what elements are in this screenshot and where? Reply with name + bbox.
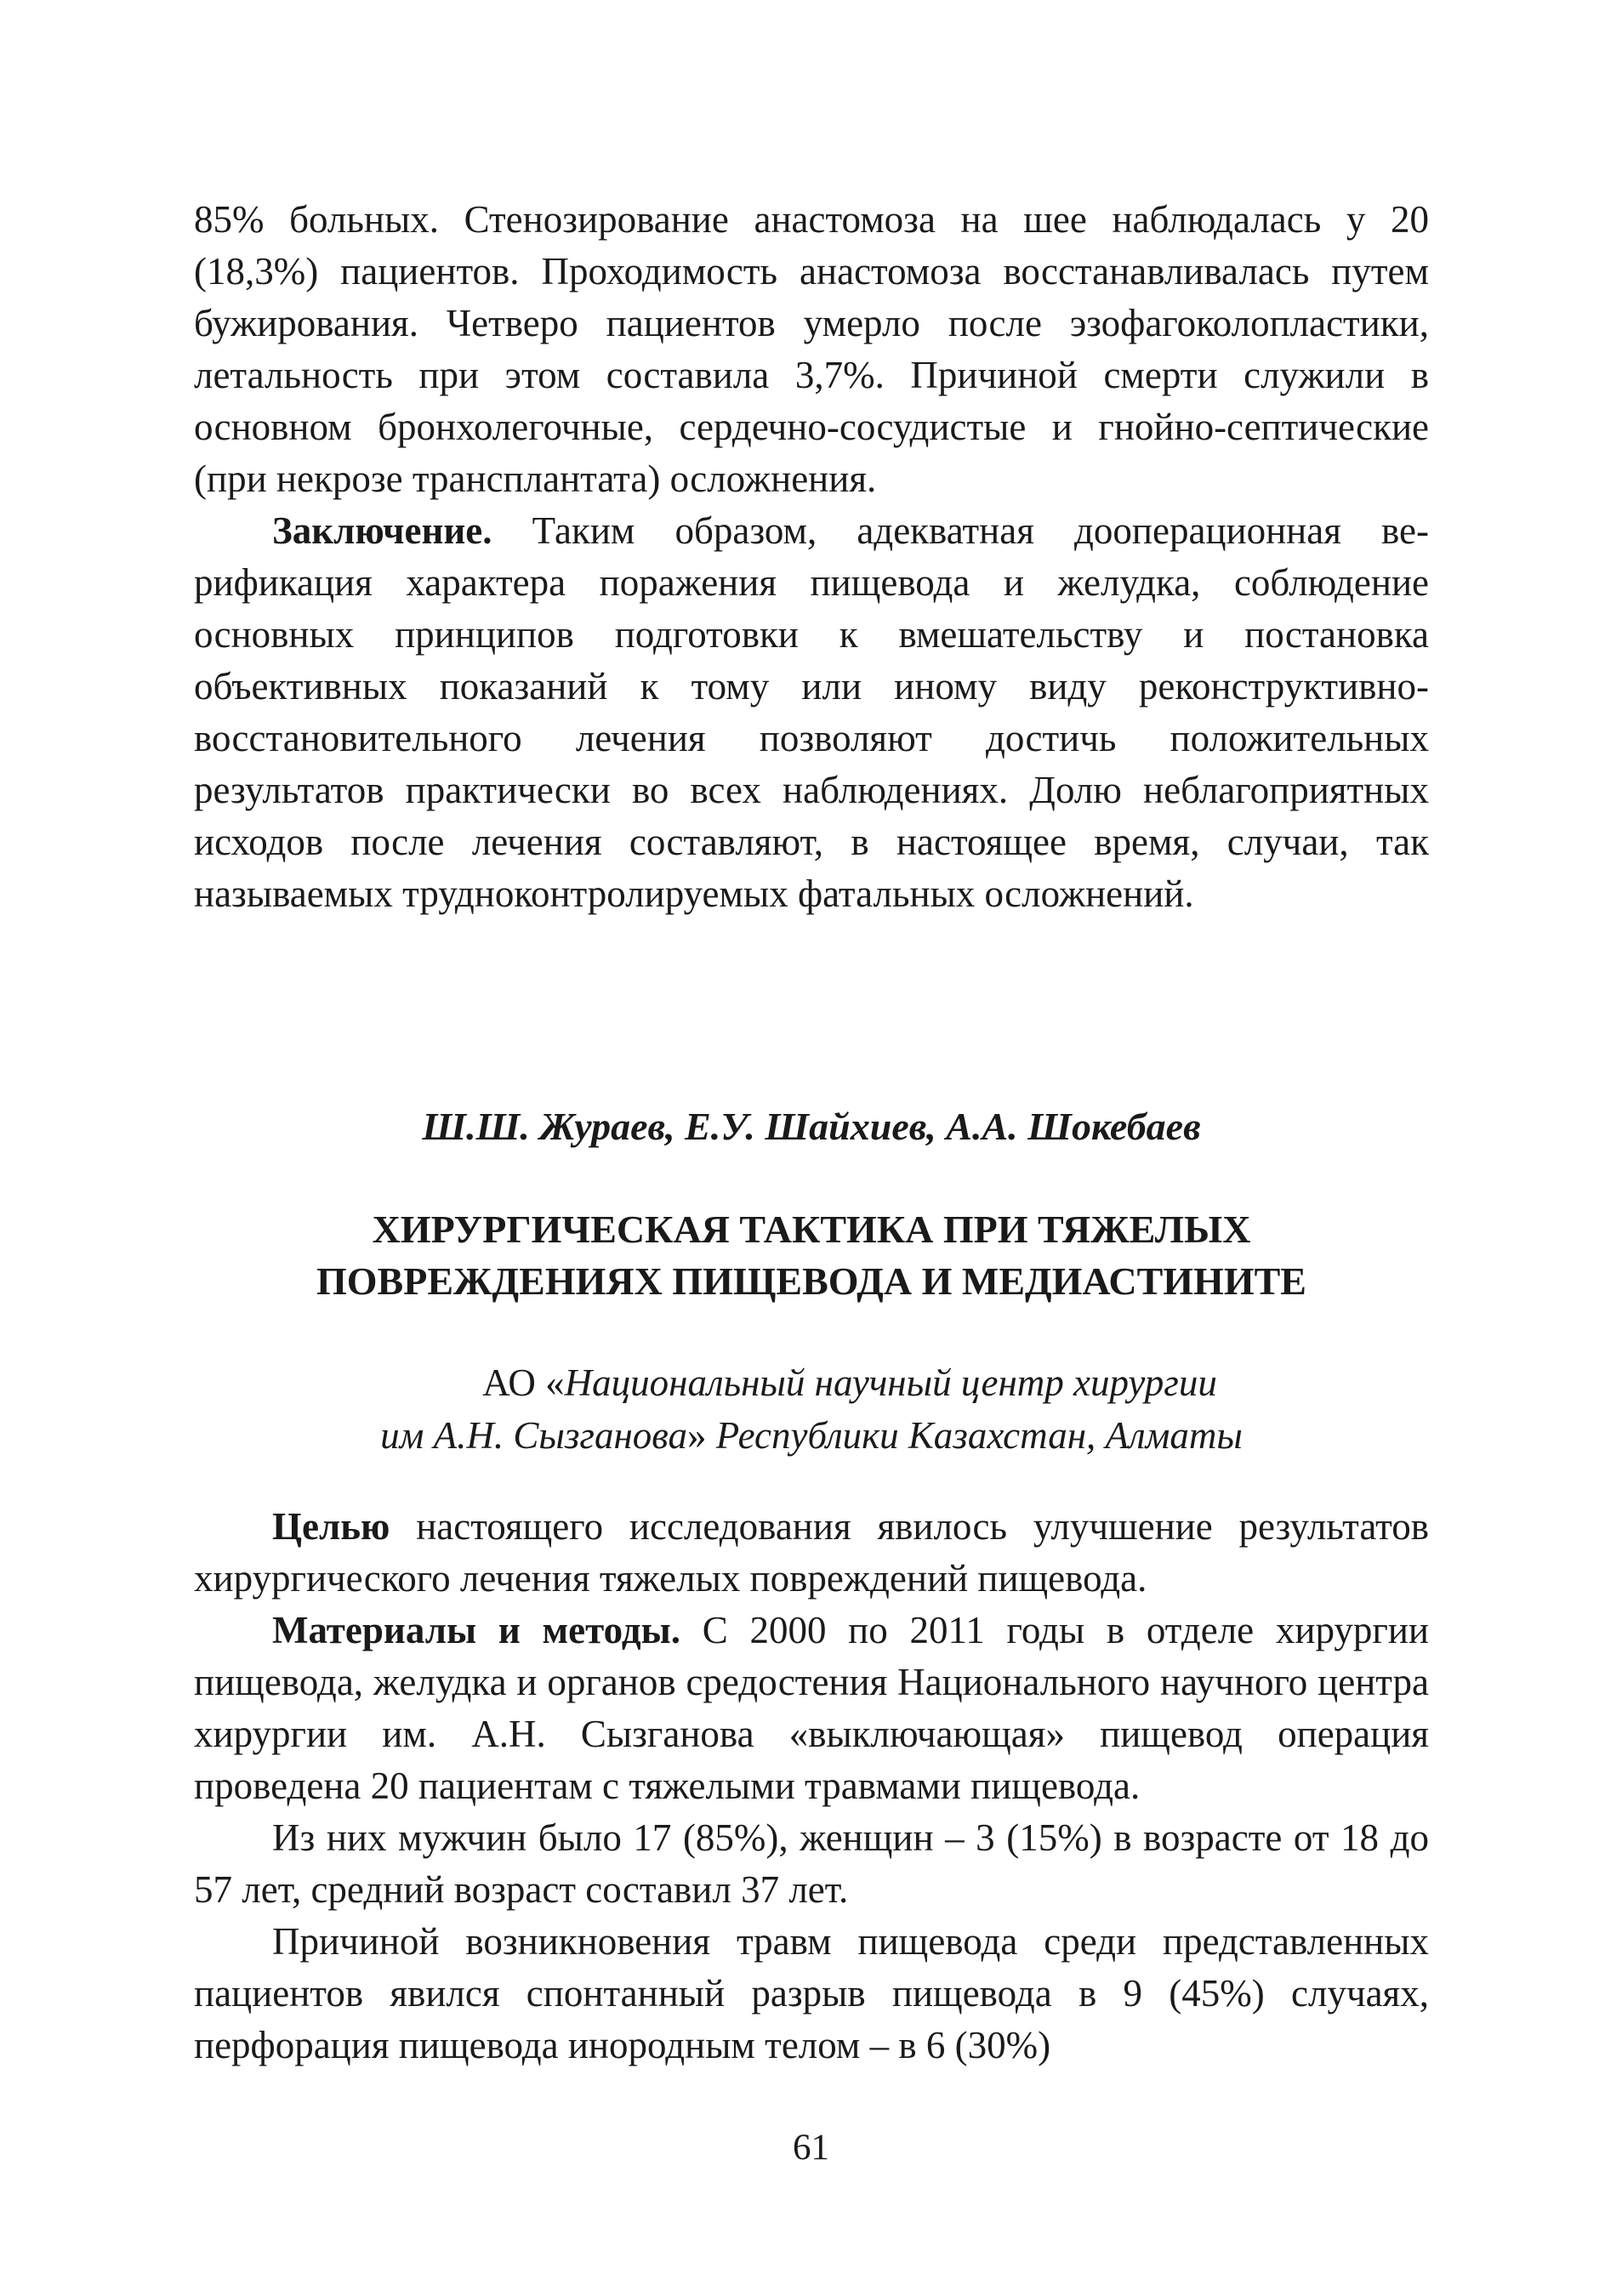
- paragraph-methods: [194, 1605, 1429, 1812]
- aim-text: настоящего исследования явилось улучшение результатов хирургического лечения тяжелых повреждений пищевода.: [194, 1505, 1429, 1600]
- article-body: [194, 1501, 1429, 2072]
- affiliation-line-1: [194, 1356, 1429, 1409]
- paragraph-conclusion: [194, 505, 1429, 920]
- article-title-line-1: ХИРУРГИЧЕСКАЯ ТАКТИКА ПРИ ТЯЖЕЛЫХ: [372, 1208, 1251, 1251]
- paragraph-aim: [194, 1501, 1429, 1605]
- methods-text: С 2000 по 2011 годы в отделе хирургии пищевода, желудка и органов средостения Национального научного центра хирургии им. А.Н. Сызганова «выключающая» пищевод операция проведена 20 пациентам с тяжелыми травмами пищевода.: [194, 1609, 1429, 1807]
- paragraph-causes: Причиной возникновения травм пищевода среди представленных пациентов явился спонтанный разрыв пищевода в 9 (45%) случаях, перфорация пищевода инородным телом – в 6 (30%): [194, 1920, 1429, 2066]
- methods-heading: Материалы и методы.: [272, 1609, 680, 1651]
- article-affiliation: [194, 1356, 1429, 1462]
- affiliation-quote-close: »: [687, 1414, 716, 1457]
- article-authors: Ш.Ш. Жураев, Е.У. Шайхиев, А.А. Шокебаев: [422, 1105, 1201, 1148]
- aim-heading: Целью: [272, 1505, 390, 1548]
- article-title-line-2: ПОВРЕЖДЕНИЯХ ПИЩЕВОДА И МЕДИАСТИНИТЕ: [316, 1259, 1306, 1303]
- paragraph-results: 85% больных. Стенозирование анастомоза на шее наблюдалась у 20 (18,3%) пациентов. Проходимость анастомоза восстанавливалась путем бужирования. Четверо пациентов умерло после эзофагоколопластики, летальность при этом составила 3,7%. Причиной смерти служили в основном бронхолегочные, сердечно-сосудистые и гнойно-септические (при некрозе трансплантата) осложнения.: [194, 198, 1429, 500]
- article-title: [194, 1203, 1429, 1307]
- affiliation-prefix: АО «: [482, 1361, 565, 1404]
- conclusion-heading: Заключение.: [272, 509, 492, 552]
- affiliation-line-2: [194, 1409, 1429, 1462]
- previous-article-continuation: [194, 194, 1429, 920]
- affiliation-org-name: Национальный научный центр хирургии: [564, 1361, 1217, 1404]
- paragraph-demographics: Из них мужчин было 17 (85%), женщин – 3 (15%) в возрасте от 18 до 57 лет, средний возраст составил 37 лет.: [194, 1816, 1429, 1911]
- affiliation-org-name-cont: им А.Н. Сызганова: [380, 1414, 688, 1457]
- page-number: 61: [793, 2128, 829, 2168]
- affiliation-location: Республики Казахстан, Алматы: [715, 1414, 1243, 1457]
- conclusion-text: Таким образом, адекватная дооперационная верификация характера поражения пищевода и желудка, соблюдение основных принципов подготовки к вмешательству и постановка объективных показаний к тому или иному виду реконструктивно-восстановительного лечения позволяют достичь положительных результатов практически во всех наблюдениях. Долю неблагоприятных исходов после лечения составляют, в настоящее время, случаи, так называемых трудноконтролируемых фатальных осложнений.: [194, 509, 1429, 915]
